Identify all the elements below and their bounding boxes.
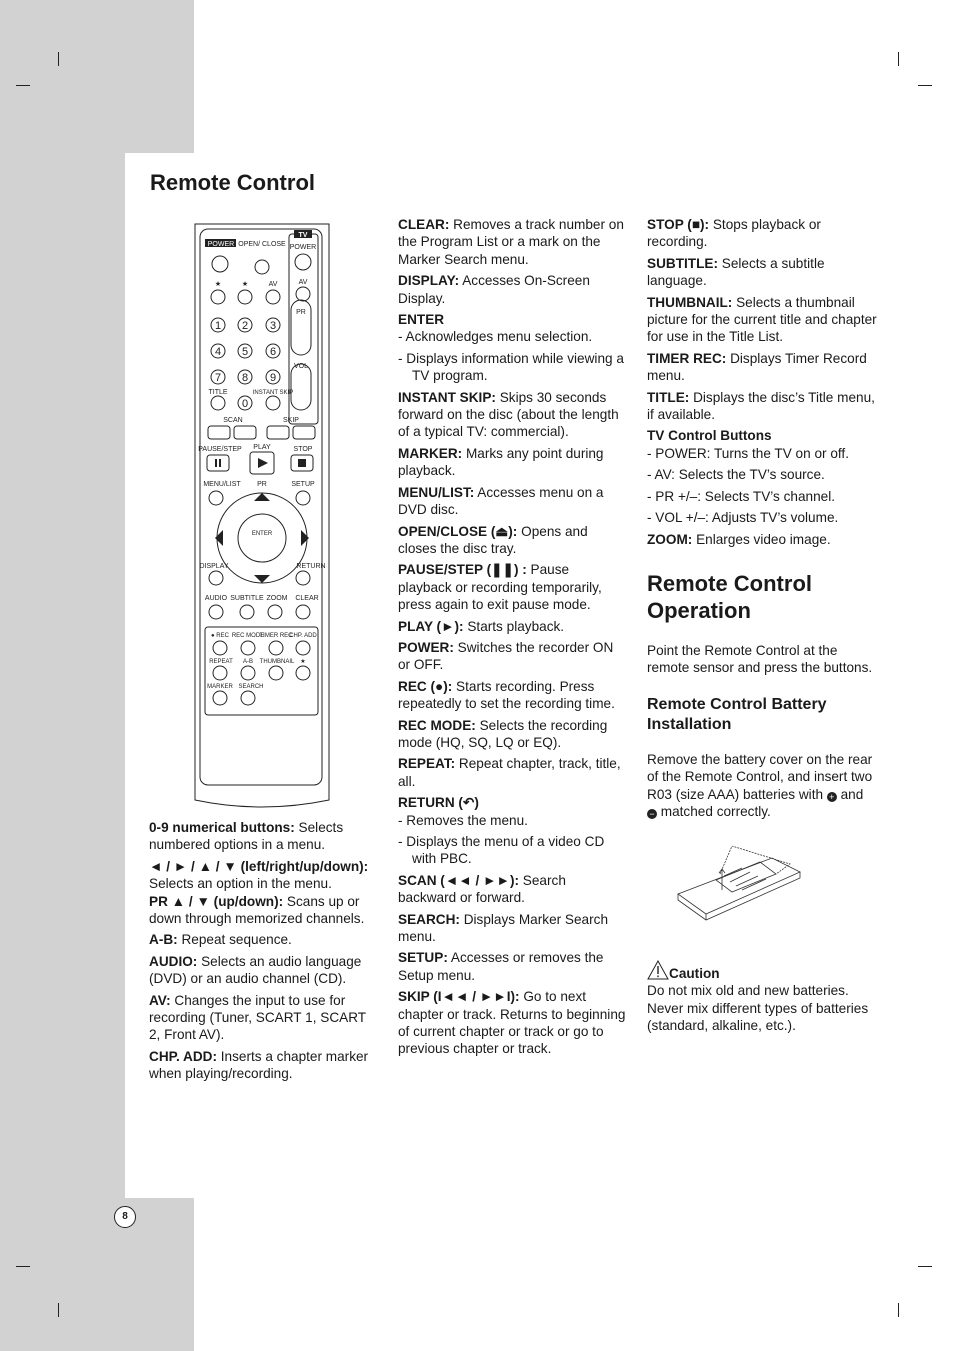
remote-digit: 2 [241, 320, 249, 332]
remote-thumbnail-label: THUMBNAIL [259, 659, 295, 665]
remote-tv-power-label: POWER [289, 244, 317, 251]
text: matched correctly. [657, 803, 771, 819]
description: Enlarges video image. [692, 531, 831, 547]
description: Accesses menu on a DVD disc. [398, 484, 604, 518]
term: 0-9 numerical buttons: [149, 820, 295, 835]
definition-pr [149, 893, 377, 928]
remote-repeat-label: REPEAT [209, 659, 233, 665]
crop-mark [898, 52, 899, 66]
remote-display-label: DISPLAY [199, 563, 229, 570]
remote-tv-av-label: AV [298, 279, 308, 286]
crop-mark [58, 1303, 59, 1317]
remote-pr2-label: PR [257, 481, 267, 488]
remote-play-label: PLAY [253, 444, 271, 451]
battery-illustration [672, 846, 804, 922]
definition-numeric [149, 819, 377, 854]
remote-rec-label: ● REC [211, 633, 229, 639]
definition-enter [398, 311, 626, 328]
description: Starts playback. [463, 618, 565, 634]
term: ZOOM: [647, 531, 693, 547]
crop-mark [16, 1266, 30, 1267]
description: Starts recording. Press repeatedly to set the recording time. [398, 678, 615, 712]
term: A-B: [149, 932, 178, 948]
remote-subtitle-label: SUBTITLE [230, 595, 264, 602]
plus-icon: + [827, 792, 837, 802]
description: Selects a thumbnail picture for the current title and chapter for use in the Title List. [647, 294, 877, 345]
term: PAUSE/STEP (❚❚) : [398, 562, 527, 578]
description: Selects an audio language (DVD) or an audio channel (CD). [149, 953, 362, 987]
definition-av [149, 992, 377, 1044]
remote-title-label: TITLE [208, 389, 228, 396]
remote-star-label: ★ [214, 281, 222, 288]
term: PLAY (►): [398, 618, 464, 634]
definition-menu-list [398, 484, 626, 519]
remote-a-b-label: A-B [242, 659, 254, 665]
definition-open-close [398, 523, 626, 558]
remote-timer-rec-label: TIMER REC [259, 633, 293, 639]
definition-instant-skip [398, 389, 626, 441]
remote-instant-skip-label: INSTANT SKIP [252, 390, 294, 396]
page-number: 8 [114, 1206, 136, 1228]
remote-power-label: POWER [207, 241, 235, 248]
remote-vol-label: VOL [293, 363, 309, 370]
definition-subtitle [647, 255, 877, 290]
crop-mark [58, 52, 59, 66]
description: Displays Timer Record menu. [647, 350, 867, 384]
term: TIMER REC: [647, 350, 727, 366]
remote-av-label: AV [268, 281, 278, 288]
remote-digit: 8 [241, 372, 249, 384]
remote-enter-label: ENTER [251, 531, 273, 537]
description: Scans up or down through memorized channels. [149, 893, 365, 927]
description: Repeat chapter, track, title, all. [398, 756, 621, 789]
caution-text: Do not mix old and new batteries. Never mix different types of batteries (standard, alkaline, etc.). [647, 983, 869, 1034]
remote-digit: 7 [214, 372, 222, 384]
remote-zoom-label: ZOOM [266, 595, 288, 602]
remote-menu-list-label: MENU/LIST [203, 481, 241, 488]
section-heading-operation: Remote Control Operation [647, 570, 812, 623]
term: SCAN (◄◄ / ►►): [398, 872, 520, 888]
term: THUMBNAIL: [647, 294, 733, 310]
definition-title [647, 389, 877, 424]
definition-tv-buttons [647, 427, 877, 444]
term: POWER: [398, 639, 454, 655]
definition-marker [398, 445, 626, 480]
term: AUDIO: [149, 953, 198, 969]
list-item: - Displays information while viewing a TV program. [398, 350, 624, 384]
crop-mark [918, 1266, 932, 1267]
definition-timer-rec [647, 350, 877, 385]
remote-digit: 1 [214, 320, 222, 332]
list-item: - Acknowledges menu selection. [398, 329, 593, 345]
definition-display [398, 272, 626, 307]
definition-stop [647, 216, 877, 251]
description: Removes a track number on the Program List or a mark on the Marker Search menu. [398, 217, 624, 267]
definition-search [398, 911, 626, 946]
remote-rec-mode-label: REC MODE [231, 633, 265, 639]
paragraph-battery [647, 751, 877, 821]
definition-zoom [647, 531, 877, 548]
section-heading-battery: Remote Control Battery Installation [647, 695, 827, 733]
remote-digit: 9 [269, 372, 277, 384]
remote-pr-label: PR [296, 309, 306, 316]
term: REC (●): [398, 678, 453, 694]
definition-skip [398, 988, 626, 1058]
gray-margin-top [0, 0, 194, 153]
remote-open-close-label: OPEN/ CLOSE [238, 241, 286, 248]
definition-audio [149, 953, 377, 988]
list-item: - POWER: Turns the TV on or off. [647, 445, 849, 461]
text: Remove the battery cover on the rear of the Remote Control, and insert two R03 (size AAA) batteries with [647, 751, 873, 802]
description: Search backward or forward. [398, 872, 566, 906]
description: Selects the recording mode (HQ, SQ, LQ or EQ). [398, 717, 608, 750]
definition-repeat [398, 755, 626, 790]
crop-mark [16, 85, 30, 86]
description: Displays Marker Search menu. [398, 911, 609, 945]
term: REPEAT: [398, 756, 456, 772]
remote-return-label: RETURN [296, 563, 326, 570]
caution-label: Caution [669, 966, 720, 981]
warning-icon [647, 960, 669, 980]
term: ◄ / ► / ▲ / ▼ (left/right/up/down): [149, 858, 369, 874]
remote-scan-label: SCAN [223, 417, 243, 424]
description: Skips 30 seconds forward on the disc (about the length of a typical TV: commercial). [398, 389, 619, 440]
description: Marks any point during playback. [398, 445, 604, 479]
remote-digit: 0 [241, 398, 249, 410]
term: OPEN/CLOSE (⏏): [398, 523, 518, 539]
remote-marker-label: MARKER [207, 684, 233, 690]
definition-power [398, 639, 626, 674]
remote-digit: 3 [269, 320, 277, 332]
term: SUBTITLE: [647, 255, 718, 271]
description: Opens and closes the disc tray. [398, 523, 588, 556]
definition-clear [398, 216, 626, 268]
term: SEARCH: [398, 911, 460, 927]
term: CHP. ADD: [149, 1048, 217, 1064]
list-item: - Displays the menu of a video CD with PBC. [398, 834, 605, 867]
remote-skip-label: SKIP [283, 417, 299, 424]
description: Accesses or removes the Setup menu. [398, 950, 604, 983]
description: Selects numbered options in a menu. [149, 820, 344, 853]
term: MENU/LIST: [398, 484, 475, 500]
text: and [836, 786, 864, 802]
term: DISPLAY: [398, 273, 460, 289]
column-2 [398, 216, 626, 1062]
page-title: Remote Control [150, 170, 315, 195]
crop-mark [918, 85, 932, 86]
description: Stops playback or recording. [647, 217, 821, 250]
description: Changes the input to use for recording (Tuner, SCART 1, SCART 2, Front AV). [149, 992, 366, 1043]
remote-clear-label: CLEAR [295, 595, 319, 602]
remote-star-label: ★ [300, 659, 306, 665]
term: STOP (■): [647, 217, 710, 232]
term: PR ▲ / ▼ (up/down): [149, 893, 284, 909]
definition-pause-step [398, 561, 626, 613]
definition-ab [149, 931, 377, 948]
definition-rec [398, 678, 626, 713]
remote-digit: 5 [241, 346, 249, 358]
term: RETURN (↶) [398, 795, 479, 811]
paragraph: Point the Remote Control at the remote sensor and press the buttons. [647, 642, 873, 676]
term: REC MODE: [398, 717, 476, 733]
description: Pause playback or recording temporarily, press again to exit pause mode. [398, 562, 602, 613]
term: TV Control Buttons [647, 428, 772, 444]
column-3 [647, 216, 877, 824]
term: MARKER: [398, 445, 463, 461]
crop-mark [898, 1303, 899, 1317]
definition-return [398, 794, 626, 811]
term: TITLE: [647, 389, 690, 405]
term: AV: [149, 992, 171, 1008]
definition-arrows [149, 858, 377, 893]
definition-scan [398, 872, 626, 907]
caution-heading [647, 960, 877, 982]
definition-play [398, 618, 626, 635]
description: Repeat sequence. [177, 932, 292, 948]
remote-chp-add-label: CHP. ADD [289, 633, 317, 639]
description: Go to next chapter or track. Returns to beginning of current chapter or track or go to previous chapter or track. [398, 989, 626, 1057]
remote-control-illustration [193, 222, 333, 812]
term: ENTER [398, 312, 445, 328]
term: INSTANT SKIP: [398, 389, 496, 405]
term: SETUP: [398, 950, 448, 966]
remote-star-label: ★ [241, 281, 249, 288]
definition-thumbnail [647, 294, 877, 346]
remote-digit: 4 [214, 346, 222, 358]
remote-search-label: SEARCH [238, 684, 264, 690]
definition-setup [398, 949, 626, 984]
description: Displays the disc’s Title menu, if available. [647, 389, 875, 423]
remote-tv-label: TV [298, 232, 308, 239]
remote-stop-label: STOP [293, 446, 313, 453]
remote-digit: 6 [269, 346, 277, 358]
list-item: - PR +/–: Selects TV’s channel. [647, 488, 836, 504]
gray-margin-side [0, 153, 125, 1198]
caution-block [647, 960, 877, 1039]
list-item: - AV: Selects the TV’s source. [647, 467, 825, 483]
remote-pause-step-label: PAUSE/STEP [198, 446, 242, 453]
definition-rec-mode [398, 717, 626, 752]
term: SKIP (I◄◄ / ►►I): [398, 989, 520, 1005]
list-item: - VOL +/–: Adjusts TV’s volume. [647, 510, 839, 526]
list-item: - Removes the menu. [398, 812, 528, 828]
description: Selects an option in the menu. [149, 876, 332, 892]
description: Accesses On-Screen Display. [398, 273, 590, 306]
term: CLEAR: [398, 217, 450, 232]
description: Selects a subtitle language. [647, 255, 825, 289]
gray-margin-bottom [0, 1198, 194, 1351]
minus-icon: − [647, 809, 657, 819]
remote-audio-label: AUDIO [204, 595, 228, 602]
description: Inserts a chapter marker when playing/recording. [149, 1048, 369, 1082]
column-1 [149, 819, 377, 1087]
definition-chp-add [149, 1048, 377, 1083]
remote-setup-label: SETUP [291, 481, 315, 488]
description: Switches the recorder ON or OFF. [398, 639, 614, 673]
